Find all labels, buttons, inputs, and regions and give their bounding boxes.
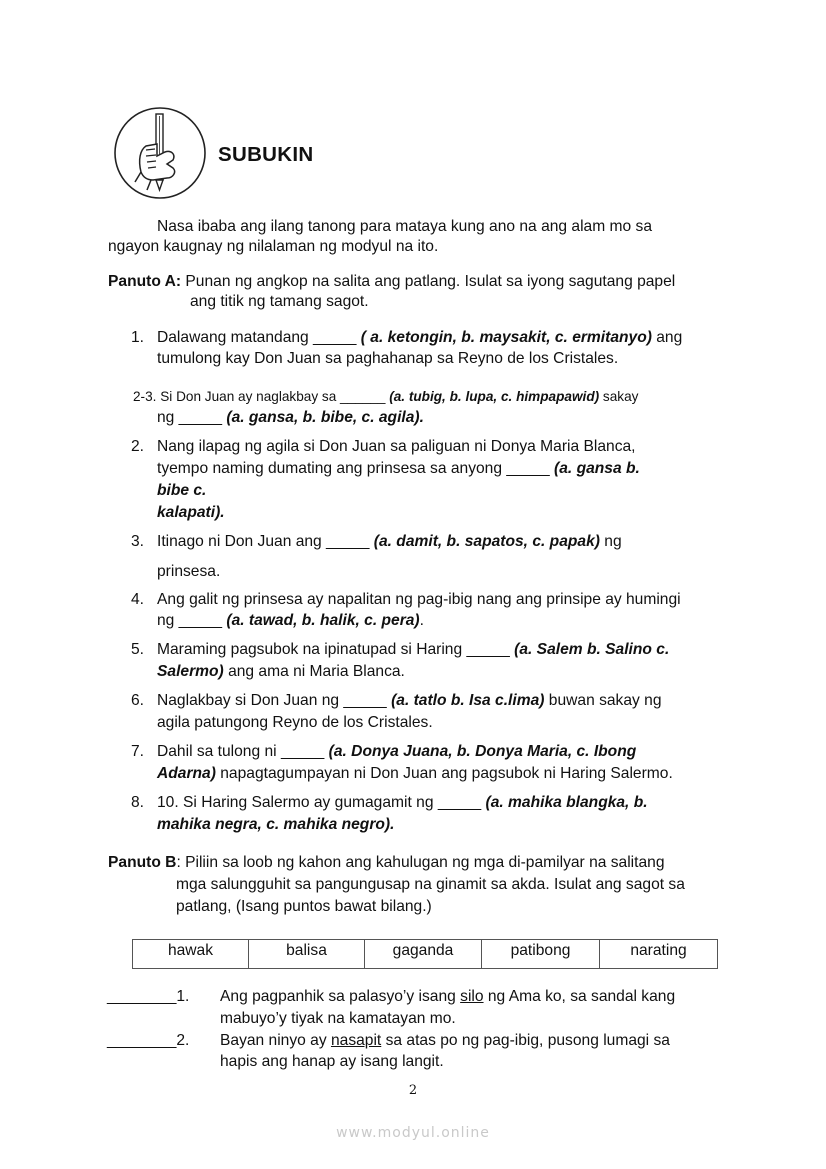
question-text-tail: ang ama ni Maria Blanca. [223,663,405,680]
answer-blank: ________2. [107,1032,190,1049]
section-title: SUBUKIN [218,143,314,166]
choice-cell: patibong [482,940,600,969]
question-3-line-2: prinsesa. [157,563,221,580]
question-text-tail: sakay [599,389,639,404]
question-text-tail: . [419,612,424,629]
panuto-a-text: Punan ng angkop na salita ang patlang. Isulat sa iyong sagutang papel [181,273,676,290]
question-4-line-2 [157,610,424,632]
question-text-tail: ang [651,329,683,346]
question-text: ng _____ [157,409,227,426]
question-choices: (a. gansa b. [554,460,640,477]
question-text-tail: napagtagumpayan ni Don Juan ang pagsubok ni Haring Salermo. [215,765,673,782]
question-choices: (a. gansa, b. bibe, c. agila). [226,409,424,426]
question-text-tail: buwan sakay ng [544,692,662,709]
question-1-line-2: tumulong kay Don Juan sa paghahanap sa Reyno de los Cristales. [157,350,619,367]
question-choices: (a. mahika blangka, b. [485,794,648,811]
question-choices: (a. tawad, b. halik, c. pera) [226,612,420,629]
question-number: 5. [131,641,145,658]
choice-cell: hawak [133,940,249,969]
question-6-line-2: agila patungong Reyno de los Cristales. [157,714,433,731]
question-6-line-1 [157,690,662,712]
underlined-word: nasapit [330,1032,382,1049]
page-number: 2 [408,1083,418,1098]
question-choices: Adarna) [157,765,216,782]
choices-table [132,939,718,969]
question-number: 6. [131,692,145,709]
hand-holding-pencil-icon [113,106,207,200]
question-2-line-2 [157,458,640,480]
question-2-line-4: kalapati). [157,504,225,521]
question-text: Dalawang matandang _____ [157,329,361,346]
answer-blank: ________1. [107,988,190,1005]
question-number: 2. [131,438,145,455]
question-text: tyempo naming dumating ang prinsesa sa anyong _____ [157,460,555,477]
question-text: 10. Si Haring Salermo ay gumagamit ng _____ [157,794,486,811]
question-choices: ( a. ketongin, b. maysakit, c. ermitanyo) [360,329,652,346]
question-5-line-1 [157,639,669,661]
question-3-line-1 [157,531,622,553]
question-8-line-2: mahika negra, c. mahika negro). [157,816,395,833]
question-text: Dahil sa tulong ni _____ [157,743,329,760]
choice-cell: gaganda [365,940,482,969]
question-text: Itinago ni Don Juan ang _____ [157,533,374,550]
item-text: Bayan ninyo ay [220,1032,331,1049]
question-text: 2-3. Si Don Juan ay naglakbay sa ______ [133,389,390,404]
item-text: Ang pagpanhik sa palasyo’y isang [220,988,461,1005]
panuto-b-label: Panuto B [108,854,177,871]
panuto-a-line-2: ang titik ng tamang sagot. [190,293,369,310]
question-2-line-3: bibe c. [157,482,207,499]
question-choices: (a. damit, b. sapatos, c. papak) [373,533,600,550]
question-number: 4. [131,591,145,608]
question-7-line-2 [157,763,673,785]
item-text-tail: ng Ama ko, sa sandal kang [483,988,676,1005]
item-text-tail: sa atas po ng pag-ibig, pusong lumagi sa [381,1032,670,1049]
question-2-line-1: Nang ilapag ng agila si Don Juan sa paliguan ni Donya Maria Blanca, [157,438,636,455]
question-7-line-1 [157,741,636,763]
underlined-word: silo [460,988,484,1005]
intro-line-2: ngayon kaugnay ng nilalaman ng modyul na ito. [108,238,439,255]
panuto-b-line-2: mga salungguhit sa pangungusap na ginamit sa akda. Isulat ang sagot sa [176,876,685,893]
question-number: 1. [131,329,145,346]
item-b2-line-1 [220,1030,670,1052]
question-text: Naglakbay si Don Juan ng _____ [157,692,392,709]
question-2-3-line-1 [133,386,638,408]
item-b1-line-1 [220,986,675,1008]
question-8-line-1 [157,792,648,814]
item-b2-line-2: hapis ang hanap ay isang langit. [220,1053,444,1070]
panuto-b-line-1 [108,852,665,874]
question-choices: Salermo) [157,663,224,680]
panuto-a-label: Panuto A: [108,273,182,290]
table-row [133,940,718,969]
question-choices: (a. tatlo b. Isa c.lima) [391,692,545,709]
question-choices: (a. Donya Juana, b. Donya Maria, c. Ibong [328,743,637,760]
question-text-tail: ng [599,533,622,550]
watermark: www.modyul.online [336,1125,490,1141]
question-number: 3. [131,533,145,550]
choice-cell: narating [600,940,718,969]
question-5-line-2 [157,661,405,683]
panuto-b-line-3: patlang, (Isang puntos bawat bilang.) [176,898,432,915]
question-number: 8. [131,794,145,811]
intro-line-1: Nasa ibaba ang ilang tanong para mataya kung ano na ang alam mo sa [157,218,653,235]
question-choices: (a. Salem b. Salino c. [514,641,670,658]
question-2-3-line-2 [157,407,424,429]
question-choices: (a. tubig, b. lupa, c. himpapawid) [389,389,600,404]
question-number: 7. [131,743,145,760]
panuto-b-text: : Piliin sa loob ng kahon ang kahulugan ng mga di-pamilyar na salitang [176,854,665,871]
question-text: Maraming pagsubok na ipinatupad si Haring _____ [157,641,515,658]
item-b1-line-2: mabuyo’y tiyak na kamatayan mo. [220,1010,456,1027]
question-4-line-1: Ang galit ng prinsesa ay napalitan ng pag-ibig nang ang prinsipe ay humingi [157,591,681,608]
choice-cell: balisa [249,940,365,969]
question-text: ng _____ [157,612,227,629]
question-1-line-1 [157,327,682,349]
panuto-a-line-1 [108,271,675,293]
